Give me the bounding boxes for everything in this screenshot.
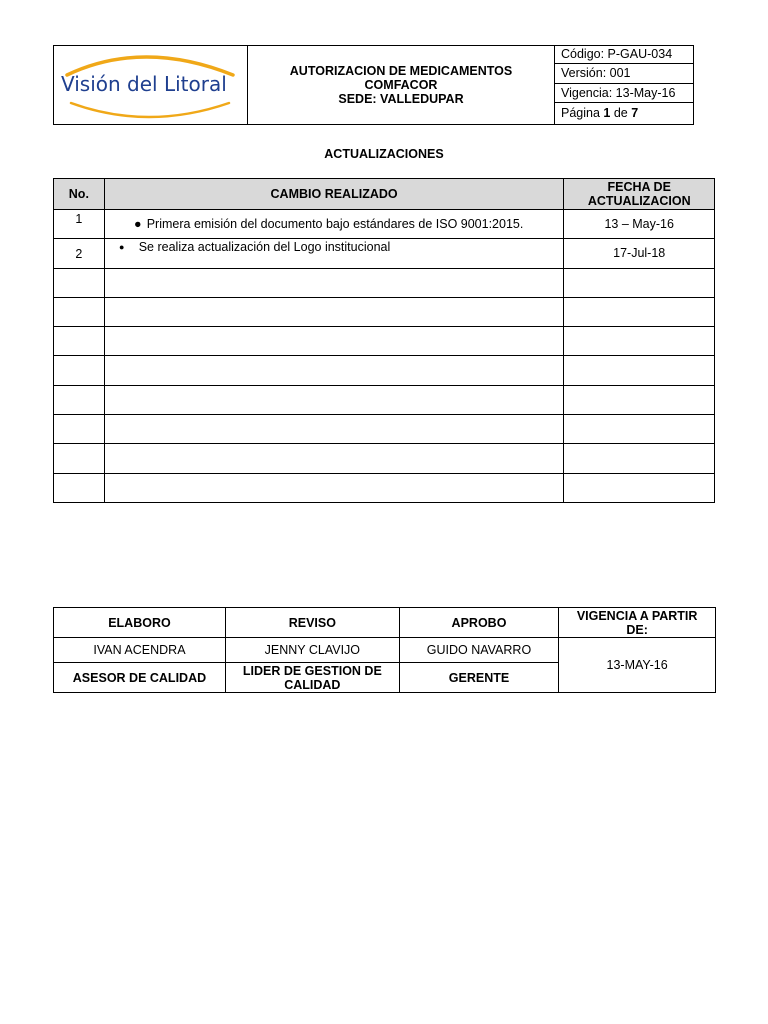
empty-cell — [564, 297, 715, 326]
role-reviso: LIDER DE GESTION DE CALIDAD — [225, 663, 399, 693]
meta-vigencia: Vigencia: 13-May-16 — [555, 84, 694, 103]
empty-cell — [54, 327, 105, 356]
row-date: 13 – May-16 — [564, 210, 715, 239]
table-row-empty — [54, 297, 715, 326]
pagina-total: 7 — [631, 105, 639, 120]
document-title-line2: COMFACOR — [364, 78, 438, 92]
bullet-icon: ● — [119, 242, 125, 253]
section-title: ACTUALIZACIONES — [324, 147, 444, 161]
empty-cell — [104, 356, 564, 385]
row-change — [104, 239, 564, 268]
bullet-item — [105, 217, 564, 231]
updates-header-row — [54, 179, 715, 210]
document-title-cell — [248, 45, 555, 125]
header-change: CAMBIO REALIZADO — [104, 179, 564, 210]
change-text: Primera emisión del documento bajo estándares de ISO 9001:2015. — [146, 217, 524, 232]
table-row-empty — [54, 444, 715, 473]
logo-image — [53, 45, 248, 125]
document-meta — [555, 45, 694, 125]
meta-version: Versión: 001 — [555, 64, 694, 83]
table-row-empty — [54, 327, 715, 356]
row-change — [104, 210, 564, 239]
table-row-empty — [54, 415, 715, 444]
pagina-prefix: Página — [561, 105, 604, 120]
vigencia-value: 13-MAY-16 — [559, 638, 716, 693]
signatures-names-row — [54, 638, 716, 663]
empty-cell — [564, 327, 715, 356]
pagina-current: 1 — [603, 105, 611, 120]
header-vigencia: VIGENCIA A PARTIR DE: — [559, 608, 716, 638]
name-elaboro: IVAN ACENDRA — [54, 638, 226, 663]
empty-cell — [104, 415, 564, 444]
empty-cell — [564, 385, 715, 414]
header-date: FECHA DE ACTUALIZACION — [564, 179, 715, 210]
meta-pagina — [555, 103, 694, 125]
logo-cell — [53, 45, 248, 125]
empty-cell — [54, 385, 105, 414]
empty-cell — [564, 415, 715, 444]
document-title-line1: AUTORIZACION DE MEDICAMENTOS — [289, 64, 513, 78]
role-aprobo: GERENTE — [399, 663, 559, 693]
empty-cell — [564, 444, 715, 473]
name-aprobo: GUIDO NAVARRO — [399, 638, 559, 663]
updates-table — [53, 178, 715, 503]
logo-swoosh-bottom — [71, 103, 229, 117]
empty-cell — [54, 444, 105, 473]
table-row — [54, 210, 715, 239]
empty-cell — [54, 415, 105, 444]
header-reviso: REVISO — [225, 608, 399, 638]
empty-cell — [54, 297, 105, 326]
empty-cell — [104, 444, 564, 473]
document-title-line3: SEDE: VALLEDUPAR — [338, 92, 464, 106]
signatures-header-row — [54, 608, 716, 638]
table-row-empty — [54, 385, 715, 414]
name-reviso: JENNY CLAVIJO — [225, 638, 399, 663]
header-elaboro: ELABORO — [54, 608, 226, 638]
signatures-table — [53, 607, 716, 693]
row-no: 2 — [54, 239, 105, 268]
empty-cell — [104, 297, 564, 326]
empty-cell — [54, 268, 105, 297]
bullet-item — [105, 240, 564, 254]
empty-cell — [104, 327, 564, 356]
empty-cell — [564, 473, 715, 502]
row-no: 1 — [54, 210, 105, 239]
header-aprobo: APROBO — [399, 608, 559, 638]
empty-cell — [564, 268, 715, 297]
meta-codigo: Código: P-GAU-034 — [555, 45, 694, 64]
header-no: No. — [54, 179, 105, 210]
empty-cell — [104, 385, 564, 414]
logo-wordmark: Visión del Litoral — [61, 72, 227, 96]
row-date: 17-Jul-18 — [564, 239, 715, 268]
bullet-icon: ● — [133, 217, 142, 232]
table-row-empty — [54, 268, 715, 297]
empty-cell — [54, 473, 105, 502]
empty-cell — [564, 356, 715, 385]
pagina-mid: de — [610, 105, 632, 120]
table-row — [54, 239, 715, 268]
empty-cell — [54, 356, 105, 385]
table-row-empty — [54, 356, 715, 385]
table-row-empty — [54, 473, 715, 502]
empty-cell — [104, 473, 564, 502]
change-text: Se realiza actualización del Logo institucional — [138, 240, 391, 255]
empty-cell — [104, 268, 564, 297]
role-elaboro: ASESOR DE CALIDAD — [54, 663, 226, 693]
